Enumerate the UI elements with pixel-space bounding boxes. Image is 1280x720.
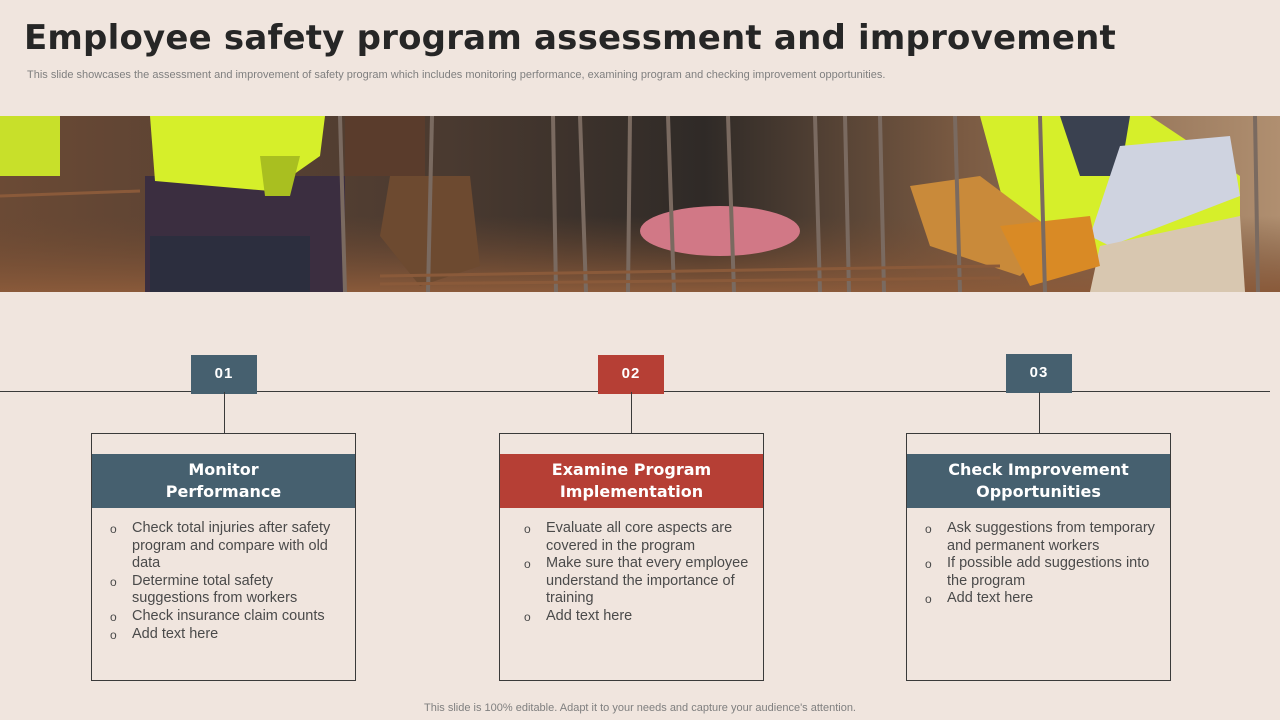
page-title: Employee safety program assessment and improvement xyxy=(24,18,1116,58)
list-item: o Evaluate all core aspects are covered in the program xyxy=(522,520,755,555)
list-item: o Add text here xyxy=(108,626,347,644)
step-card-monitor-performance xyxy=(91,433,356,681)
card-heading xyxy=(92,454,355,508)
card-heading-text: Check Improvement Opportunities xyxy=(948,460,1129,501)
step-connector-02 xyxy=(631,392,632,433)
step-number-03: 03 xyxy=(1006,354,1072,390)
list-item: o Ask suggestions from temporary and permanent workers xyxy=(923,520,1162,555)
list-item: o Check total injuries after safety program and compare with old data xyxy=(108,520,347,573)
card-bullet-list xyxy=(923,520,1162,608)
step-card-examine-program xyxy=(499,433,764,681)
construction-workers-photo xyxy=(0,116,1280,292)
photo-illustration xyxy=(0,116,1280,292)
step-number-02: 02 xyxy=(598,355,664,391)
list-item: o Check insurance claim counts xyxy=(108,608,347,626)
card-bullet-list xyxy=(108,520,347,643)
card-heading xyxy=(500,454,763,508)
card-heading xyxy=(907,454,1170,508)
list-item: o Make sure that every employee understand the importance of training xyxy=(522,555,755,608)
card-bullet-list xyxy=(522,520,755,626)
footer-note: This slide is 100% editable. Adapt it to your needs and capture your audience's attention. xyxy=(424,702,856,714)
step-number-01: 01 xyxy=(191,355,257,391)
step-connector-03 xyxy=(1039,392,1040,433)
page-subtitle: This slide showcases the assessment and improvement of safety program which includes monitoring performance, examining program and checking improvement opportunities. xyxy=(27,69,886,81)
step-card-check-improvement xyxy=(906,433,1171,681)
card-heading-text: Examine Program Implementation xyxy=(551,460,712,501)
list-item: o Add text here xyxy=(522,608,755,626)
step-connector-01 xyxy=(224,392,225,433)
card-heading-text: Monitor Performance xyxy=(165,460,282,501)
list-item: o Determine total safety suggestions from workers xyxy=(108,573,347,608)
list-item: o If possible add suggestions into the program xyxy=(923,555,1162,590)
list-item: o Add text here xyxy=(923,590,1162,608)
